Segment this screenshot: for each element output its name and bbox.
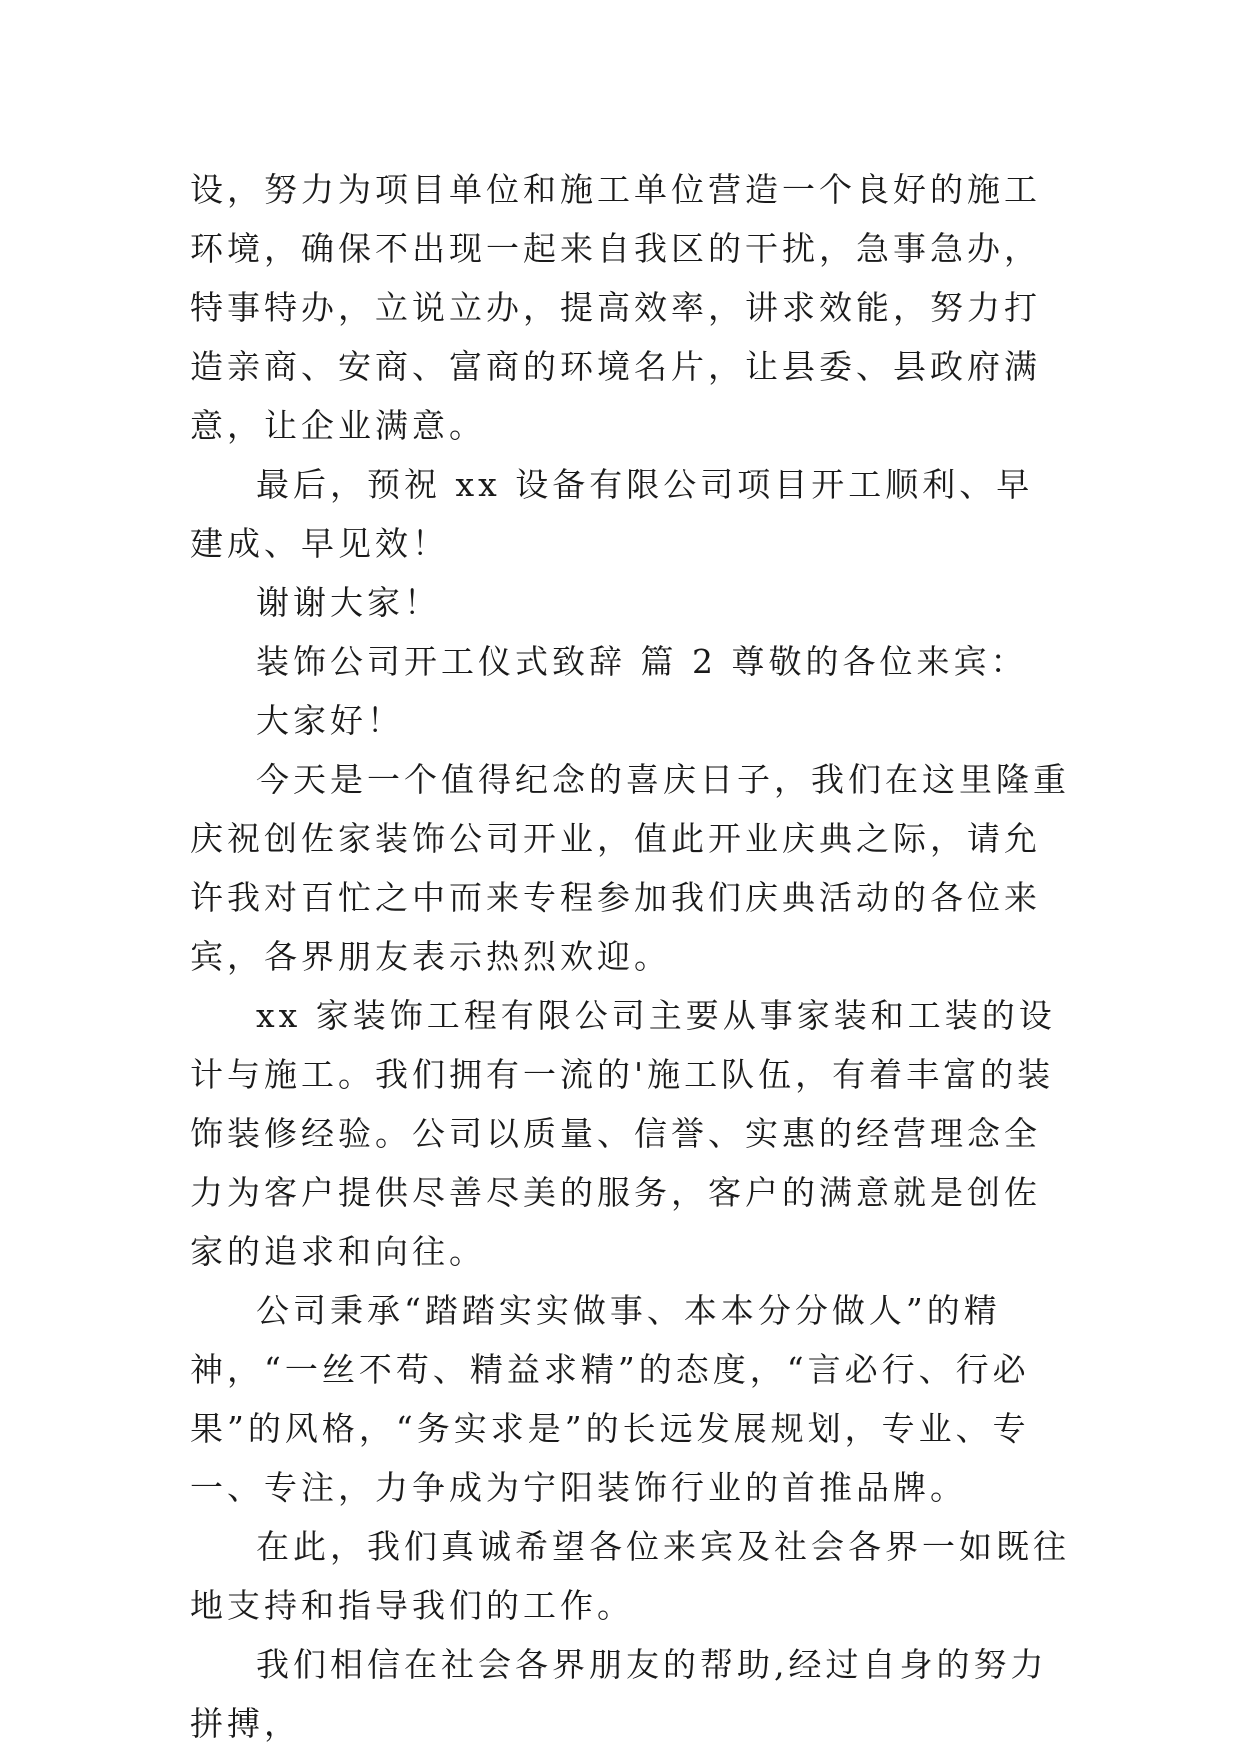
paragraph-thanks: 谢谢大家！ (256, 583, 441, 622)
paragraph-opening: 今天是一个值得纪念的喜庆日子，我们在这里隆重庆祝创佐家装饰公司开业，值此开业庆典之际，请允许我对百忙之中而来专程参加我们庆典活动的各位来宾，各界朋友表示热烈欢迎。 (190, 760, 1070, 976)
paragraph-company-intro: xx 家装饰工程有限公司主要从事家装和工装的设计与施工。我们拥有一流的'施工队伍，有着丰富的装饰装修经验。公司以质量、信誉、实惠的经营理念全力为客户提供尽善尽美的服务，客户的满意就是创佐家的追求和向往。 (190, 996, 1056, 1271)
paragraph-hope: 在此，我们真诚希望各位来宾及社会各界一如既往地支持和指导我们的工作。 (190, 1527, 1070, 1625)
document-body (190, 160, 1070, 1753)
paragraph-closing-wish: 最后，预祝 xx 设备有限公司项目开工顺利、早建成、早见效！ (190, 465, 1034, 563)
paragraph-continuation: 设，努力为项目单位和施工单位营造一个良好的施工环境，确保不出现一起来自我区的干扰，急事急办，特事特办，立说立办，提高效率，讲求效能，努力打造亲商、安商、富商的环境名片，让县委、县政府满意，让企业满意。 (190, 170, 1041, 445)
paragraph-belief: 我们相信在社会各界朋友的帮助,经过自身的努力拼搏， (190, 1645, 1048, 1743)
paragraph-greeting: 大家好！ (256, 701, 404, 740)
paragraph-company-spirit: 公司秉承“踏踏实实做事、本本分分做人”的精神，“一丝不苟、精益求精”的态度，“言必行、行必果”的风格，“务实求是”的长远发展规划，专业、专一、专注，力争成为宁阳装饰行业的首推品牌。 (190, 1291, 1030, 1507)
paragraph-section-heading: 装饰公司开工仪式致辞 篇 2 尊敬的各位来宾： (256, 642, 1028, 681)
